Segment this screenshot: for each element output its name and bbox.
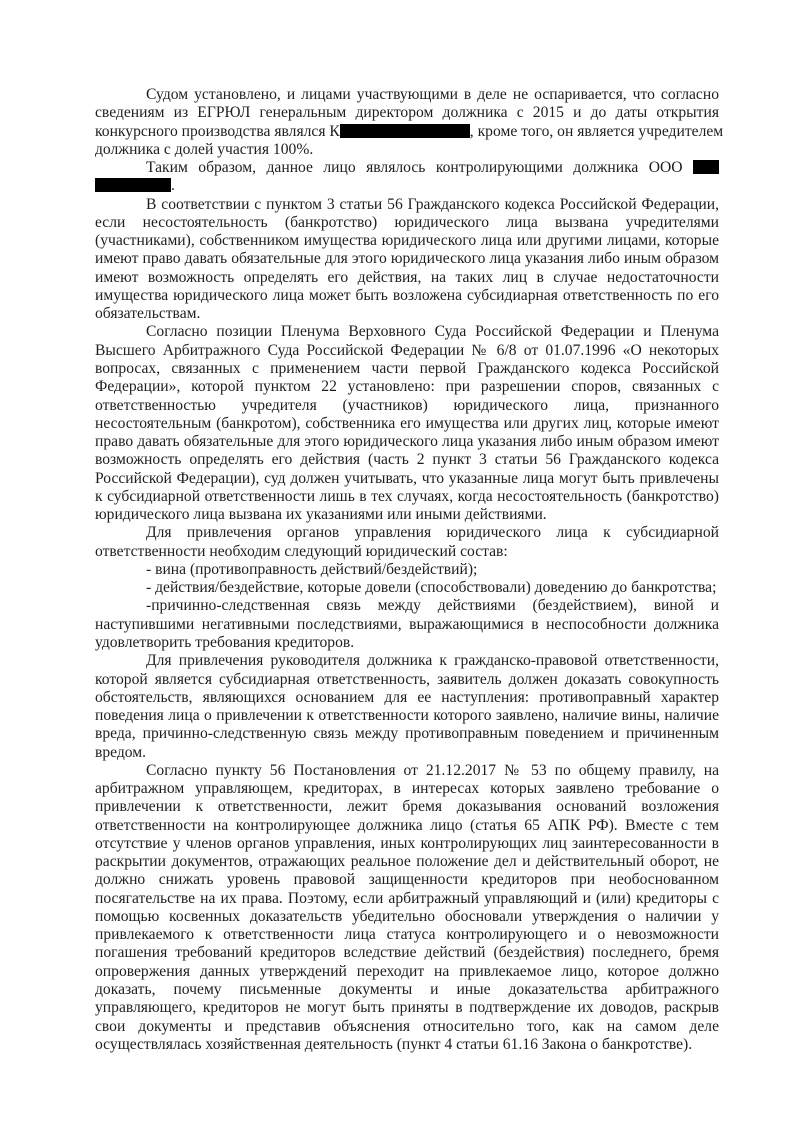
text-line: Согласно пункту 56 Постановления от 21.12.2017 № 53 по общему правилу, на	[146, 761, 719, 779]
text-line: удовлетворить требования кредиторов.	[95, 633, 355, 651]
text-line: доказать, почему письменные документы и иные доказательства арбитражного	[95, 981, 719, 999]
text-line: свои документы и представив объяснения относительно того, как на самом деле	[95, 1017, 719, 1035]
text-line: должника с долей участия 100%.	[95, 140, 314, 158]
text-line: имущества юридического лица может быть возложена субсидиарная ответственность по его	[95, 286, 719, 304]
paragraph	[95, 524, 719, 561]
text-line: право давать обязательные для этого юридического лица указания либо иным образом имеют	[95, 433, 719, 451]
text-line: если несостоятельность (банкротство) юридического лица вызвана учредителями	[95, 213, 719, 231]
text-line: - вина (противоправность действий/бездействий);	[146, 560, 478, 578]
paragraph	[95, 597, 719, 652]
redaction-box	[340, 124, 470, 138]
document-page	[95, 86, 724, 1054]
text-line: несостоятельным (банкротом), собственника его имущества или других лиц, которые имеют	[95, 414, 719, 432]
text-line: привлечении к ответственности, лежит бремя доказывания оснований возложения	[95, 798, 719, 816]
text-line: осуществлялась хозяйственная деятельность (пункт 4 статьи 61.16 Закона о банкротстве).	[95, 1035, 693, 1053]
text-line: конкурсного производства являлся К , кроме того, он является учредителем	[95, 122, 724, 140]
paragraph	[95, 652, 719, 762]
paragraph	[95, 196, 719, 324]
text-line: имеют право давать обязательные для этого юридического лица указания либо иным образом	[95, 250, 719, 268]
text-line: обстоятельств, являющихся основанием для ее наступления: противоправный характер	[95, 688, 719, 706]
text-line: вопросах, связанных с применением части первой Гражданского кодекса Российской	[95, 359, 719, 377]
text-line: помощью косвенных доказательств убедительно обосновали утверждения о наличии у	[95, 907, 719, 925]
text-line: наступившими негативными последствиями, выражающимися в неспособности должника	[95, 615, 719, 633]
text-line: ответственности необходим следующий юридический состав:	[95, 542, 508, 560]
paragraph	[95, 579, 719, 597]
text-line: раскрытии документов, отражающих реальное положение дел и действительный оборот, не	[95, 853, 719, 871]
text-line: Для привлечения органов управления юридического лица к субсидиарной	[146, 524, 719, 542]
text-line: сведениям из ЕГРЮЛ генеральным директором должника с 2015 и до даты открытия	[95, 104, 719, 122]
paragraph	[95, 323, 719, 524]
text-line: поведения лица о привлечении к ответственности которого заявлено, наличие вины, наличие	[95, 707, 719, 725]
text-line: вреда, причинно-следственную связь между противоправным поведением и причиненным	[95, 725, 719, 743]
text-line: юридического лица вызвана их указаниями или иными действиями.	[95, 506, 547, 524]
text-line: ответственности на контролирующее должника лицо (статья 65 АПК РФ). Вместе с тем	[95, 816, 719, 834]
paragraph	[95, 159, 719, 196]
text-line: Для привлечения руководителя должника к гражданско-правовой ответственности,	[146, 652, 719, 670]
text-line: Федерации», которой пунктом 22 установлено: при разрешении споров, связанных с	[95, 378, 719, 396]
text-line: опровержения данных утверждений переходит на привлекаемое лицо, которое должно	[95, 962, 719, 980]
text-line: Согласно позиции Пленума Верховного Суда Российской Федерации и Пленума	[146, 323, 719, 341]
text-line: управляющего, кредиторов не могут быть приняты в подтверждение их доводов, раскрыв	[95, 999, 719, 1017]
redaction-box	[95, 178, 171, 192]
text-line: -причинно-следственная связь между действиями (бездействием), виной и	[146, 597, 719, 615]
paragraph	[95, 86, 724, 159]
text-line: Высшего Арбитражного Суда Российской Федерации № 6/8 от 01.07.1996 «О некоторых	[95, 341, 719, 359]
text-line: вредом.	[95, 743, 147, 761]
text-line: имеют возможность определять его действия, на таких лиц в случае недостаточности	[95, 268, 719, 286]
text-line: .	[95, 177, 719, 195]
text-line: (участниками), собственником имущества юридического лица или другими лицами, которые	[95, 232, 719, 250]
text-line: отсутствие у членов органов управления, иных контролирующих лиц заинтересованности в	[95, 834, 719, 852]
text-line: которой является субсидиарная ответственность, заявитель должен доказать совокупность	[95, 670, 719, 688]
text-line: привлекаемого к ответственности лица статуса контролирующего и о невозможности	[95, 926, 719, 944]
text-line: ответственностью учредителя (участников) юридического лица, признанного	[95, 396, 719, 414]
text-line: посягательстве на их права. Поэтому, если арбитражный управляющий и (или) кредиторы с	[95, 889, 719, 907]
text-line: Судом установлено, и лицами участвующими в деле не оспаривается, что согласно	[146, 86, 719, 103]
text-line: погашения требований кредиторов вследствие действий (бездействия) последнего, бремя	[95, 944, 719, 962]
text-line: - действия/бездействие, которые довели (способствовали) доведению до банкротства;	[146, 579, 717, 597]
text-line: арбитражном управляющем, кредиторах, в интересах которых заявлено требование о	[95, 780, 719, 798]
text-line: обязательствам.	[95, 305, 201, 323]
text-line: В соответствии с пунктом 3 статьи 56 Гражданского кодекса Российской Федерации,	[146, 195, 719, 213]
text-line: Таким образом, данное лицо являлось контролирующими должника ООО	[95, 159, 719, 177]
text-line: должно снижать уровень правовой защищенности кредиторов при необоснованном	[95, 871, 719, 889]
paragraph	[95, 762, 719, 1054]
redaction-box	[693, 160, 719, 174]
paragraph	[95, 561, 719, 579]
text-line: возможность определять его действия (часть 2 пункт 3 статьи 56 Гражданского кодекса	[95, 451, 719, 469]
text-line: Российской Федерации), суд должен учитывать, что указанные лица могут быть привлечены	[95, 469, 719, 487]
text-line: к субсидиарной ответственности лишь в тех случаях, когда несостоятельность (банкротство)	[95, 487, 719, 505]
